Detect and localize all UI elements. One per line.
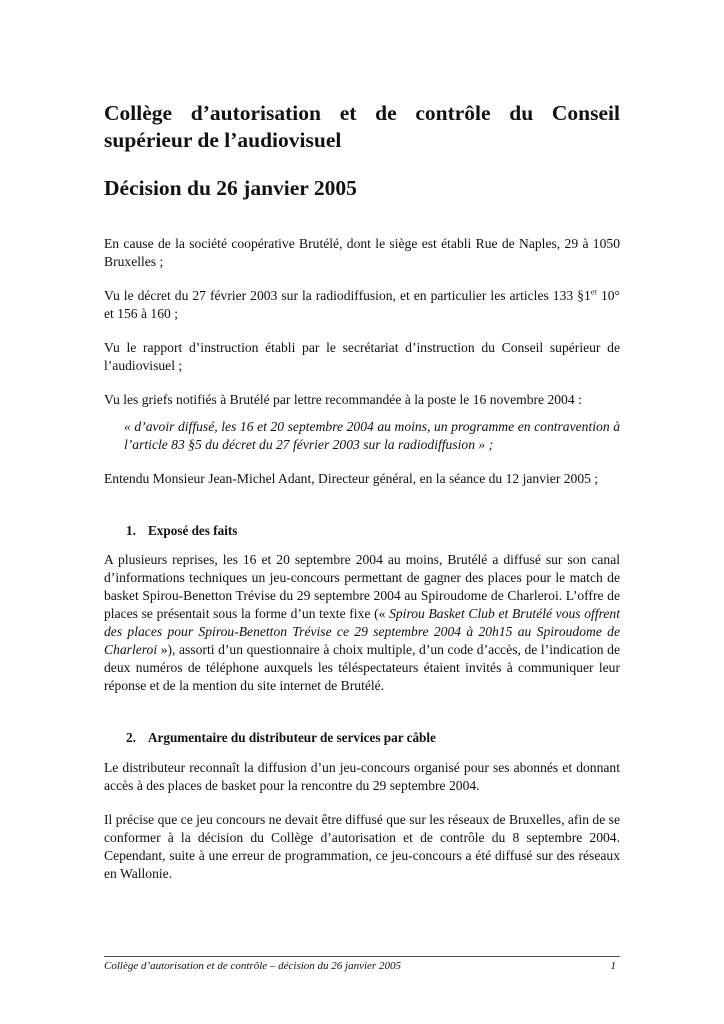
report-paragraph: Vu le rapport d’instruction établi par le secrétariat d’instruction du Conseil supérieur de l’audiovisuel ; (104, 340, 620, 373)
decree-superscript: er (590, 287, 597, 297)
distributor-explanation-paragraph: Il précise que ce jeu concours ne devait être diffusé que sur les réseaux de Bruxelles, afin de se conformer à la décision du Collège d’autorisation et de contrôle du 8 septembre 2004. Cependant, suite à une erreur de programmation, ce jeu-concours a été diffusé sur des réseaux en Wallonie. (104, 812, 620, 881)
footer-text: Collège d’autorisation et de contrôle – décision du 26 janvier 2005 (104, 960, 401, 972)
decision-date-heading: Décision du 26 janvier 2005 (104, 176, 357, 200)
page-footer (104, 956, 620, 973)
section-1-title: Exposé des faits (148, 523, 238, 538)
grievances-paragraph: Vu les griefs notifiés à Brutélé par lettre recommandée à la poste le 16 novembre 2004 : (104, 392, 582, 407)
hearing-paragraph: Entendu Monsieur Jean-Michel Adant, Directeur général, en la séance du 12 janvier 2005 ; (104, 471, 599, 486)
distributor-recognition-paragraph: Le distributeur reconnaît la diffusion d’un jeu-concours organisé pour ses abonnés et donnant accès à des places de basket pour la rencontre du 29 septembre 2004. (104, 760, 620, 793)
section-2-title: Argumentaire du distributeur de services par câble (148, 730, 436, 745)
section-2-number: 2. (126, 730, 136, 745)
decree-text-start: Vu le décret du 27 février 2003 sur la radiodiffusion, et en particulier les articles 133 §1 (104, 288, 591, 303)
facts-paragraph (104, 551, 620, 695)
page-number: 1 (610, 960, 616, 972)
section-1-number: 1. (126, 523, 136, 538)
facts-text-start: A plusieurs reprises, les 16 et 20 septembre 2004 au moins, Brutélé a diffusé sur son canal d’informations techniques un jeu-concours permettant de gagner des places pour le match de basket Spirou-Benetton Trévise du 29 septembre 2004 au Spiroudome de Charleroi. L’offre de places se présentait sous la forme d’un texte fixe (« (104, 552, 620, 621)
section-2-heading (126, 729, 620, 747)
section-1-heading (126, 522, 620, 540)
decree-text-end: 10° et 156 à 160 ; (104, 288, 620, 321)
grievance-quote: « d’avoir diffusé, les 16 et 20 septembre 2004 au moins, un programme en contravention à l’article 83 §5 du décret du 27 février 2003 sur la radiodiffusion » ; (124, 419, 620, 452)
facts-text-end: »), assorti d’un questionnaire à choix multiple, d’un code d’accès, de l’indication de deux numéros de téléphone auxquels les téléspectateurs étaient invités à communiquer leur réponse et de la mention du site internet de Brutélé. (104, 642, 620, 693)
party-paragraph: En cause de la société coopérative Brutélé, dont le siège est établi Rue de Naples, 29 à 1050 Bruxelles ; (104, 236, 620, 269)
document-body (104, 100, 620, 883)
facts-quoted-text: Spirou Basket Club et Brutélé vous offrent des places pour Spirou-Benetton Trévise ce 29 septembre 2004 à 20h15 au Spiroudome de Charleroi (104, 606, 620, 657)
decree-paragraph (104, 287, 620, 323)
document-title: Collège d’autorisation et de contrôle du Conseil supérieur de l’audiovisuel (104, 101, 620, 152)
